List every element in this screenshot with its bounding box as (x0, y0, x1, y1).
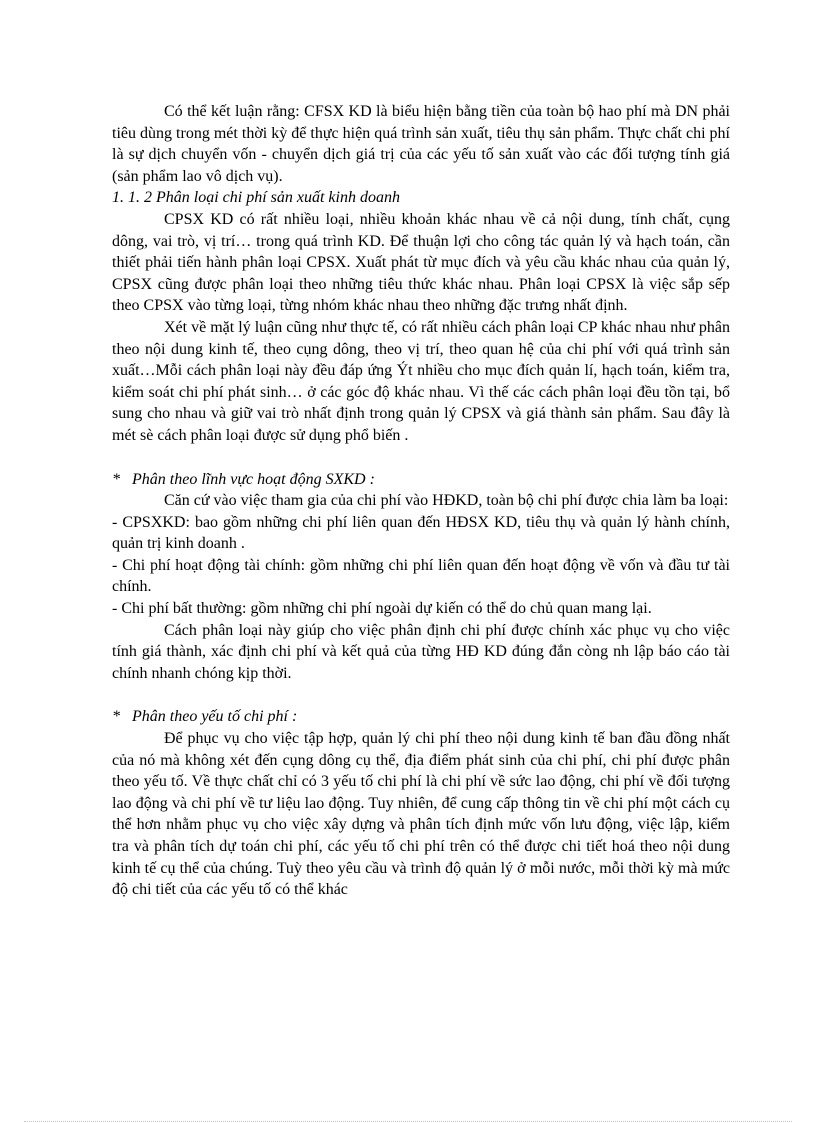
section-a-item: - Chi phí bất thường: gồm những chi phí ngoài dự kiến có thể do chủ quan mang lại. (112, 600, 652, 618)
section-a-heading: * Phân theo lĩnh vực hoạt động SXKD : (112, 470, 375, 488)
document-page (112, 101, 730, 901)
page-edge-divider (24, 1121, 792, 1122)
spacer (112, 684, 730, 706)
section-b-heading: * Phân theo yếu tố chi phí : (112, 708, 298, 726)
section-a-item: - CPSXKD: bao gồm những chi phí liên quan đến HĐSX KD, tiêu thụ và quản lý hành chính, quản trị kinh doanh . (112, 513, 730, 553)
section-heading: 1. 1. 2 Phân loại chi phí sản xuất kinh doanh (112, 189, 400, 207)
section-a-intro: Căn cứ vào việc tham gia của chi phí vào HĐKD, toàn bộ chi phí được chia làm ba loại: (164, 492, 729, 510)
cpsx-intro-paragraph: CPSX KD có rất nhiều loại, nhiều khoản khác nhau về cả nội dung, tính chất, cụng dông, vai trò, vị trí… trong quá trình KD. Để thuận lợi cho công tác quản lý và hạch toán, cần thiết phải tiến hành phân loại CPSX. Xuất phát từ mục đích và yêu cầu khác nhau của quản lý, CPSX cũng được phân loại theo những tiêu thức khác nhau. Phân loại CPSX là việc sắp sếp theo CPSX vào từng loại, từng nhóm khác nhau theo những đặc trưng nhất định. (112, 210, 730, 315)
section-b-body: Để phục vụ cho việc tập hợp, quản lý chi phí theo nội dung kinh tế ban đầu đồng nhất của nó mà không xét đến cụng dông cụ thể, địa điểm phát sinh của chi phí, chi phí được phân theo yếu tố. Về thực chất chỉ có 3 yếu tố chi phí là chi phí về sức lao động, chi phí về đối tượng lao động và chi phí về tư liệu lao động. Tuy nhiên, để cung cấp thông tin về chi phí một cách cụ thể hơn nhằm phục vụ cho việc xây dựng và phân tích định mức vốn lưu động, việc lập, kiểm tra và phân tích dự toán chi phí, các yếu tố chi phí trên có thể được chi tiết hoá theo nội dung kinh tế cụ thể của chúng. Tuỳ theo yêu cầu và trình độ quản lý ở mỗi nước, mỗi thời kỳ mà mức độ chi tiết của các yếu tố có thể khác (112, 730, 730, 899)
theory-paragraph: Xét về mặt lý luận cũng như thực tế, có rất nhiều cách phân loại CP khác nhau như phân theo nội dung kinh tế, theo cụng dông, theo vị trí, theo quan hệ của chi phí với quá trình sản xuất…Mỗi cách phân loại này đều đáp ứng Ýt nhiều cho mục đích quản lí, hạch toán, kiểm tra, kiểm soát chi phí phát sinh… ở các góc độ khác nhau. Vì thế các cách phân loại đều tồn tại, bổ sung cho nhau và giữ vai trò nhất định trong quản lý CPSX và giá thành sản phẩm. Sau đây là mét sè cách phân loại được sử dụng phổ biến . (112, 318, 730, 444)
intro-paragraph: Có thể kết luận rằng: CFSX KD là biểu hiện bằng tiền của toàn bộ hao phí mà DN phải tiêu dùng trong mét thời kỳ để thực hiện quá trình sản xuất, tiêu thụ sản phẩm. Thực chất chi phí là sự dịch chuyển vốn - chuyển dịch giá trị của các yếu tố sản xuất vào các đối tượng tính giá (sản phẩm lao vô dịch vụ). (112, 103, 730, 185)
section-a-conclusion: Cách phân loại này giúp cho việc phân định chi phí được chính xác phục vụ cho việc tính giá thành, xác định chi phí và kết quả của từng HĐ KD đúng đắn còng nh lập báo cáo tài chính nhanh chóng kịp thời. (112, 621, 730, 682)
section-a-item: - Chi phí hoạt động tài chính: gồm những chi phí liên quan đến hoạt động về vốn và đầu tư tài chính. (112, 556, 730, 596)
spacer (112, 447, 730, 469)
